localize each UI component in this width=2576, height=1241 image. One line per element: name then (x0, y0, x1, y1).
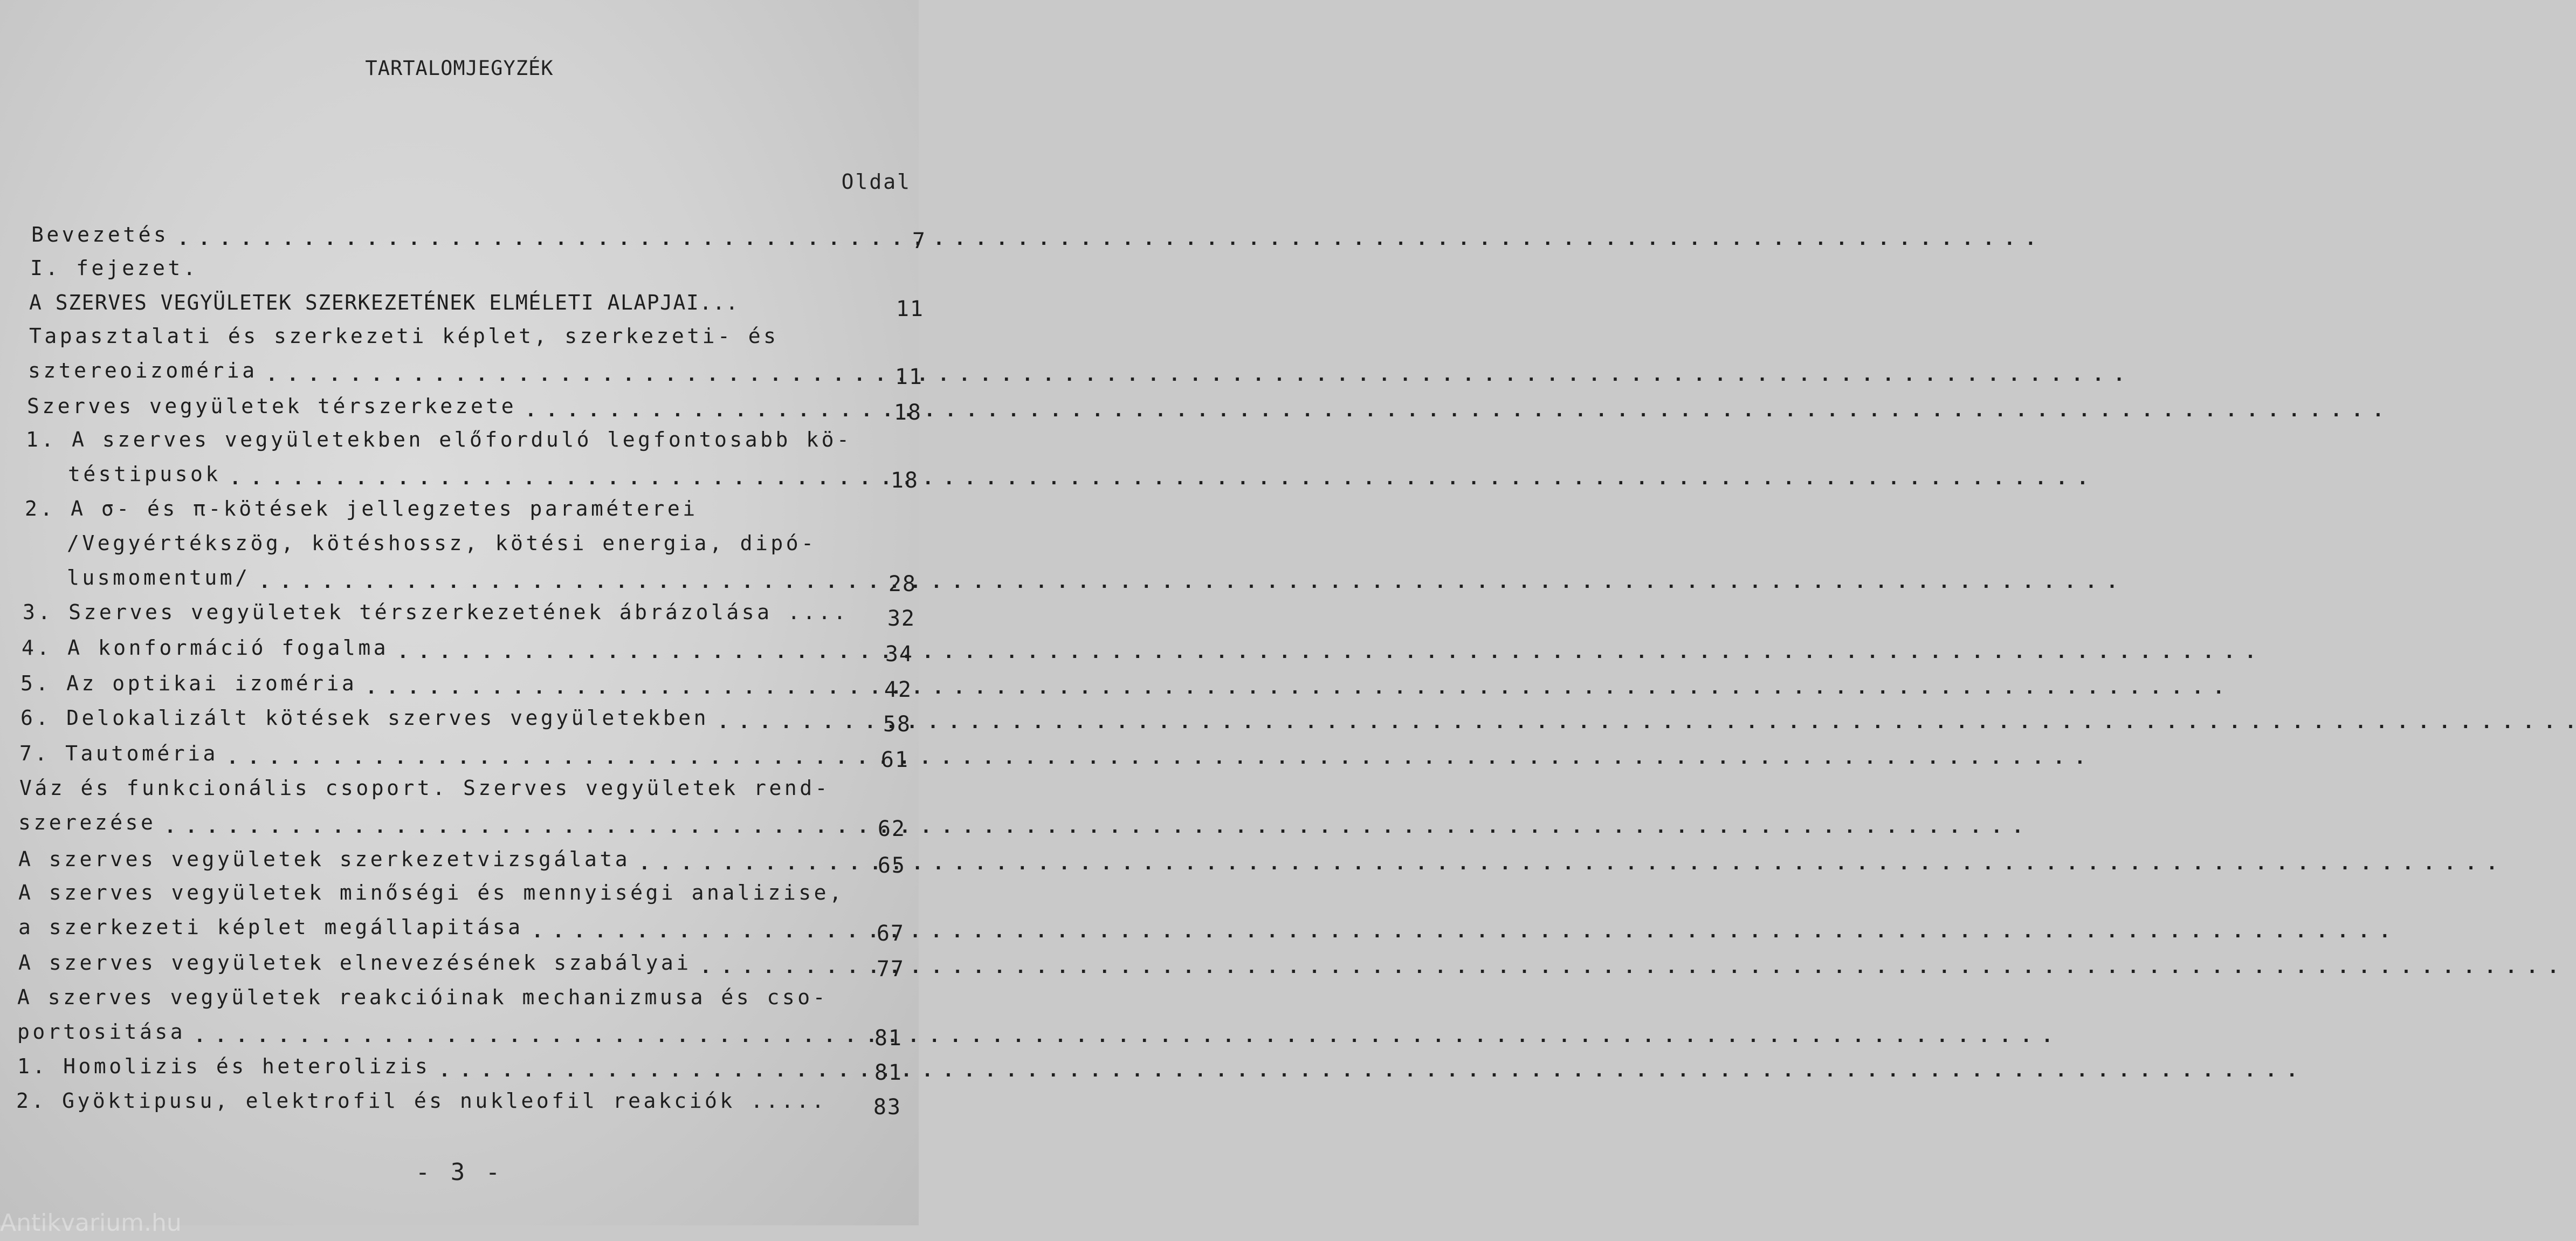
toc-entry (29, 320, 913, 352)
toc-entry-page: 62 (877, 817, 906, 841)
toc-entry (29, 286, 924, 321)
toc-entry-text: Bevezetés (31, 223, 169, 246)
toc-entry-text: /Vegyértékszög, kötéshossz, kötési energia, dipó- (67, 531, 817, 555)
toc-entry-page: 32 (887, 606, 915, 631)
toc-entry-text: 6. Delokalizált kötések szerves vegyületekben (20, 706, 710, 730)
toc-entry-text: 3. Szerves vegyületek térszerkezetének ábrázolása .... (23, 600, 849, 624)
toc-entry-text: A szerves vegyületek reakcióinak mechanizmusa és cso- (17, 985, 829, 1009)
page-title: TARTALOMJEGYZÉK (365, 57, 554, 80)
toc-entry (17, 981, 901, 1013)
toc-entry-text: szerezése (18, 811, 156, 834)
toc-entry (67, 561, 917, 596)
leader-dots (259, 561, 835, 594)
leader-dots (177, 218, 845, 251)
toc-entry-page: 28 (888, 572, 917, 596)
leader-dots (639, 843, 822, 875)
toc-entry-page: 81 (874, 1026, 903, 1051)
toc-entry-page: 81 (874, 1060, 903, 1085)
toc-entry (26, 423, 910, 456)
toc-entry-text: lusmomentum/ (67, 566, 251, 589)
toc-entry-text: A szerves vegyületek minőségi és mennyiségi analizise, (18, 881, 845, 904)
leader-dots (525, 390, 841, 422)
leader-dots (532, 911, 822, 943)
toc-entry-text: a szerkezeti képlet megállapitása (18, 915, 524, 939)
toc-entry (18, 843, 906, 878)
toc-entry (67, 527, 908, 559)
toc-entry (27, 390, 922, 425)
toc-entry (25, 492, 909, 525)
leader-dots (194, 1016, 821, 1048)
toc-entry (19, 772, 904, 804)
toc-entry-page: 18 (893, 400, 922, 425)
toc-entry (23, 596, 915, 631)
toc-entry (22, 632, 913, 667)
toc-entry-page: 61 (880, 748, 909, 772)
toc-entry-page: 58 (883, 712, 911, 737)
leader-dots (700, 947, 822, 979)
leader-dots (227, 737, 828, 770)
toc-entry-text: 5. Az optikai izoméria (20, 671, 357, 695)
leader-dots (366, 667, 829, 700)
toc-entry (20, 667, 912, 702)
toc-entry-text: 1. A szerves vegyületekben előforduló legfontosabb kö- (26, 428, 852, 451)
toc-entry-page: 83 (873, 1095, 901, 1120)
toc-entry-text: A szerves vegyületek elnevezésének szabályai (18, 951, 692, 975)
toc-entry-page: 65 (877, 853, 906, 878)
toc-entry (30, 252, 914, 284)
leader-dots (397, 632, 830, 664)
toc-entry (28, 354, 923, 389)
toc-entry-text: I. fejezet. (30, 256, 199, 280)
toc-entry (17, 1016, 903, 1051)
toc-entry-text: Váz és funkcionális csoport. Szerves vegyületek rend- (19, 776, 831, 800)
toc-entry-text: 2. Gyöktipusu, elektrofil és nukleofil reakciók ..... (16, 1089, 828, 1113)
toc-entry-page: 7 (912, 229, 926, 253)
toc-entry-page: 42 (884, 677, 912, 702)
toc-entry-text: portositása (17, 1020, 186, 1044)
toc-entry-text: sztereoizoméria (28, 359, 258, 382)
toc-entry (18, 947, 905, 982)
leader-dots (230, 458, 839, 490)
leader-dots (439, 1050, 821, 1082)
toc-entry-page: 67 (876, 921, 905, 946)
toc-entry (20, 702, 911, 737)
toc-entry-page: 34 (885, 642, 913, 667)
leader-dots (718, 702, 829, 734)
toc-entry-text: A SZERVES VEGYÜLETEK SZERKEZETÉNEK ELMÉLETI ALAPJAI... (29, 291, 739, 314)
watermark: Antikvarium.hu (0, 1209, 182, 1237)
toc-entry-page: 77 (876, 957, 905, 982)
toc-entry-text: A szerves vegyületek szerkezetvizsgálata (18, 847, 631, 871)
page-number-footer: - 3 - (415, 1158, 504, 1186)
toc-entry (18, 806, 906, 841)
toc-entry-page: 11 (896, 297, 924, 321)
toc-entry (68, 458, 919, 493)
toc-entry-text: 7. Tautoméria (19, 742, 218, 765)
toc-entry-text: 4. A konformáció fogalma (22, 636, 389, 660)
toc-entry-text: téstipusok (68, 462, 221, 486)
toc-entry (31, 218, 926, 253)
toc-entry-text: 2. A σ- és π-kötések jellegzetes paraméterei (25, 497, 698, 520)
leader-dots (266, 354, 842, 387)
leader-dots (164, 806, 822, 839)
toc-entry-page: 18 (890, 468, 919, 493)
toc-entry (19, 737, 909, 772)
toc-entry (17, 1050, 903, 1085)
toc-entry (18, 876, 903, 909)
toc-entry (18, 911, 905, 946)
page-column-label: Oldal (841, 170, 911, 194)
scanned-page (0, 0, 926, 1237)
toc-entry-page: 11 (894, 365, 923, 389)
toc-entry-text: Tapasztalati és szerkezeti képlet, szerkezeti- és (29, 324, 779, 348)
toc-entry-text: 1. Homolizis és heterolizis (17, 1054, 431, 1078)
toc-entry-text: Szerves vegyületek térszerkezete (27, 394, 517, 418)
toc-entry (16, 1085, 901, 1120)
